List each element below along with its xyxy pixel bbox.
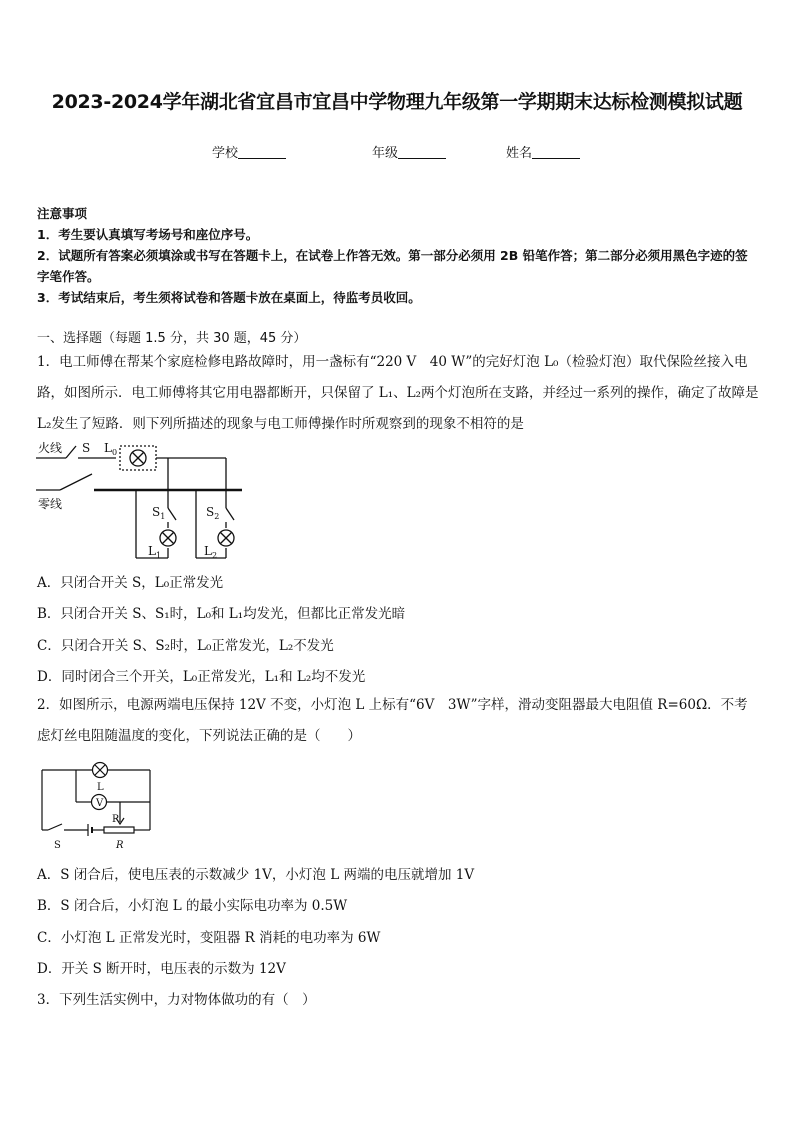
q1-option-d[interactable]: D．同时闭合三个开关，L₀正常发光，L₁和 L₂均不发光 bbox=[37, 669, 366, 685]
question-2-stem: 2．如图所示，电源两端电压保持 12V 不变，小灯泡 L 上标有“6V 3W”字样，滑动变阻器最大电阻值 R=60Ω．不考虑灯丝电阻随温度的变化，下列说法正确的是（ ） bbox=[37, 697, 748, 744]
q1-option-b[interactable]: B．只闭合开关 S、S₁时，L₀和 L₁均发光，但都比正常发光暗 bbox=[37, 606, 406, 622]
switch-s1-label: $S_1$ bbox=[152, 505, 166, 521]
name-blank[interactable] bbox=[532, 146, 580, 159]
lamp-l-icon bbox=[93, 763, 108, 778]
school-blank[interactable] bbox=[238, 146, 286, 159]
grade-label: 年级 bbox=[372, 146, 399, 161]
q1-option-c[interactable]: C．只闭合开关 S、S₂时，L₀正常发光，L₂不发光 bbox=[37, 638, 334, 654]
notes-block bbox=[37, 203, 759, 308]
school-field bbox=[212, 142, 286, 161]
lamp-l2-icon bbox=[218, 530, 234, 546]
page-title: 2023-2024学年湖北省宜昌市宜昌中学物理九年级第一学期期末达标检测模拟试题 bbox=[51, 91, 743, 113]
question-3-stem: 3．下列生活实例中，力对物体做功的有（ ） bbox=[37, 992, 316, 1008]
q2-option-d[interactable]: D．开关 S 断开时，电压表的示数为 12V bbox=[37, 961, 286, 977]
lamp-l0-icon bbox=[130, 450, 146, 466]
slider-label: P bbox=[112, 814, 119, 825]
lamp-l0-label: $L_0$ bbox=[104, 441, 118, 457]
grade-field bbox=[372, 142, 446, 161]
q2-option-b[interactable]: B．S 闭合后，小灯泡 L 的最小实际电功率为 0.5W bbox=[37, 898, 348, 914]
school-label: 学校 bbox=[212, 146, 239, 161]
q2-option-a[interactable]: A．S 闭合后，使电压表的示数减少 1V，小灯泡 L 两端的电压就增加 1V bbox=[37, 867, 475, 883]
name-field bbox=[506, 142, 580, 161]
switch-label: S bbox=[54, 840, 61, 851]
voltmeter-label: V bbox=[96, 798, 104, 809]
note-item: 3．考试结束后，考生须将试卷和答题卡放在桌面上，待监考员收回。 bbox=[37, 290, 421, 305]
notes-heading: 注意事项 bbox=[37, 206, 88, 221]
q2-circuit-figure bbox=[36, 758, 160, 854]
live-wire-label: 火线 bbox=[38, 441, 63, 455]
q1-option-a[interactable]: A．只闭合开关 S，L₀正常发光 bbox=[37, 575, 224, 591]
lamp-l1-icon bbox=[160, 530, 176, 546]
switch-s-label: S bbox=[82, 441, 91, 455]
name-label: 姓名 bbox=[506, 146, 533, 161]
lamp-label: L bbox=[97, 782, 104, 793]
section-title: 一、选择题（每题 1.5 分，共 30 题，45 分） bbox=[37, 331, 307, 346]
lamp-l2-label: $L_2$ bbox=[204, 544, 218, 560]
q2-option-c[interactable]: C．小灯泡 L 正常发光时，变阻器 R 消耗的电功率为 6W bbox=[37, 930, 381, 946]
switch-s2-label: $S_2$ bbox=[206, 505, 220, 521]
note-item: 2．试题所有答案必须填涂或书写在答题卡上，在试卷上作答无效。第一部分必须用 2B 铅笔作答；第二部分必须用黑色字迹的签字笔作答。 bbox=[37, 248, 748, 284]
q1-circuit-figure bbox=[36, 438, 246, 562]
rheostat-label: R bbox=[116, 840, 124, 851]
lamp-l1-label: $L_1$ bbox=[148, 544, 162, 560]
note-item: 1．考生要认真填写考场号和座位序号。 bbox=[37, 227, 259, 242]
grade-blank[interactable] bbox=[398, 146, 446, 159]
neutral-wire-label: 零线 bbox=[38, 497, 63, 511]
question-1-stem: 1．电工师傅在帮某个家庭检修电路故障时，用一盏标有“220 V 40 W”的完好灯泡 L₀（检验灯泡）取代保险丝接入电路，如图所示．电工师傅将其它用电器都断开，只保留了 L₁、L₂两个灯泡所在支路，并经过一系列的操作，确定了故障是 L₂发生了短路．则下列所描述的现象与电工师傅操作时所观察到的现象不相符的是 bbox=[37, 354, 759, 432]
